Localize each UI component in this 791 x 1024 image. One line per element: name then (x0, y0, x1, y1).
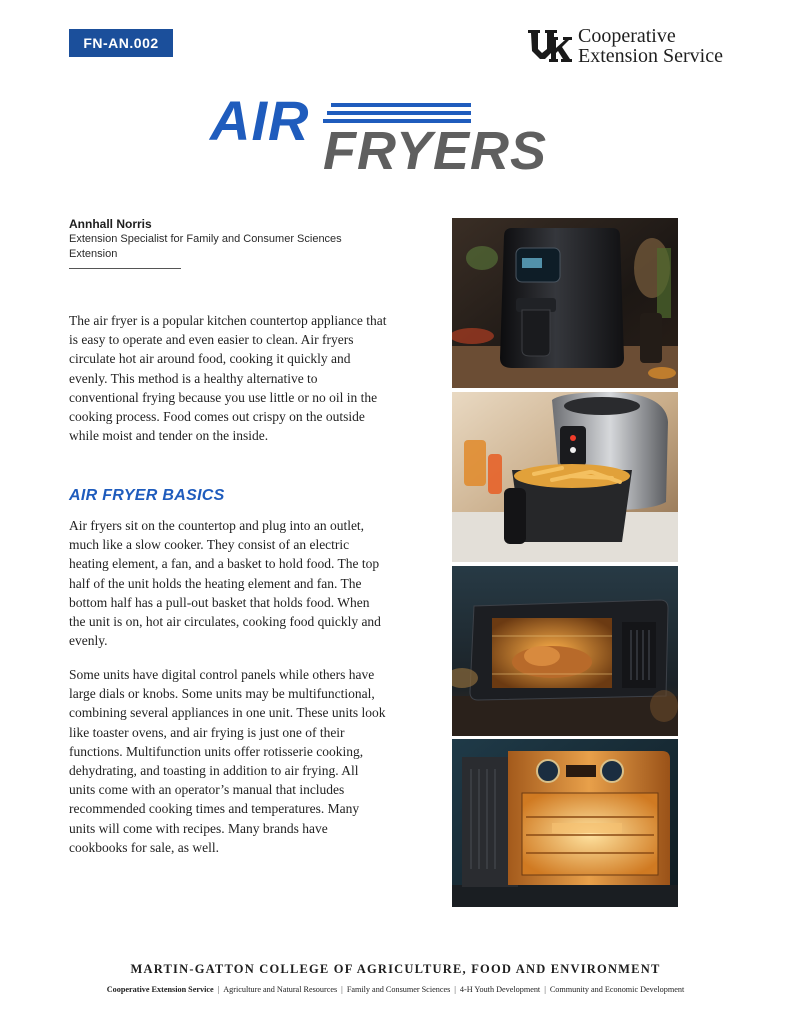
footer-unit-4: 4-H Youth Development (459, 985, 541, 994)
footer-unit-2: Agriculture and Natural Resources (223, 985, 338, 994)
organization-name (578, 26, 723, 66)
footer-unit-3: Family and Consumer Sciences (346, 985, 451, 994)
document-title (205, 89, 595, 183)
toaster-oven-chicken-photo (452, 566, 678, 736)
footer-separator: | (454, 985, 456, 994)
organization-header (527, 25, 757, 69)
black-air-fryer-photo (452, 218, 678, 388)
footer-unit-5: Community and Economic Development (549, 985, 685, 994)
author-block (69, 216, 369, 269)
organization-line-2: Extension Service (578, 45, 723, 67)
author-divider (69, 268, 181, 269)
footer-unit-1: Cooperative Extension Service (106, 985, 214, 994)
uk-logo-icon (527, 28, 573, 64)
author-name: Annhall Norris (69, 217, 152, 231)
title-word-air: AIR (210, 89, 310, 152)
footer-separator: | (217, 985, 220, 994)
footer-separator: | (544, 985, 546, 994)
footer-separator: | (341, 985, 343, 994)
organization-line-1: Cooperative (578, 25, 676, 47)
orange-oven-photo (452, 739, 678, 907)
title-word-fryers: FRYERS (323, 121, 548, 181)
footer-units (0, 985, 791, 994)
footer-college-name: MARTIN-GATTON COLLEGE OF AGRICULTURE, FOOD AND ENVIRONMENT (130, 962, 661, 976)
section-paragraph-1: Air fryers sit on the countertop and plug into an outlet, much like a slow cooker. They consist of an electric heating element, a fan, and a basket to hold food. The top half of the unit holds the heating element and fan. The bottom half has a pull-out basket that holds food. When the unit is on, hot air circulates, cooking food quickly and evenly. (69, 518, 381, 649)
air-fryer-with-fries-photo (452, 392, 678, 562)
section-heading: AIR FRYER BASICS (69, 487, 225, 504)
publication-id-badge: FN-AN.002 (69, 29, 173, 57)
intro-paragraph: The air fryer is a popular kitchen countertop appliance that is easy to operate and even easier to clean. Air fryers circulate hot air around food, cooking it quickly and evenly. This method is a healthy alternative to conventional frying because you use little or no oil in the cooking process. Food comes out crispy on the outside while moist and tender on the inside. (69, 313, 387, 444)
author-role: Extension Specialist for Family and Consumer Sciences Extension (69, 233, 342, 260)
section-paragraph-2: Some units have digital control panels while others have large dials or knobs. Some units may be multifunctional, combining several appliances in one unit. These units look like toaster ovens, and air frying is just one of their functions. Multifunction units offer rotisserie cooking, dehydrating, and toasting in addition to air frying. All units come with an operator’s manual that includes recommended cooking times and temperatures. Many units will come with recipes. Many brands have cookbooks for sale, as well. (69, 667, 386, 855)
